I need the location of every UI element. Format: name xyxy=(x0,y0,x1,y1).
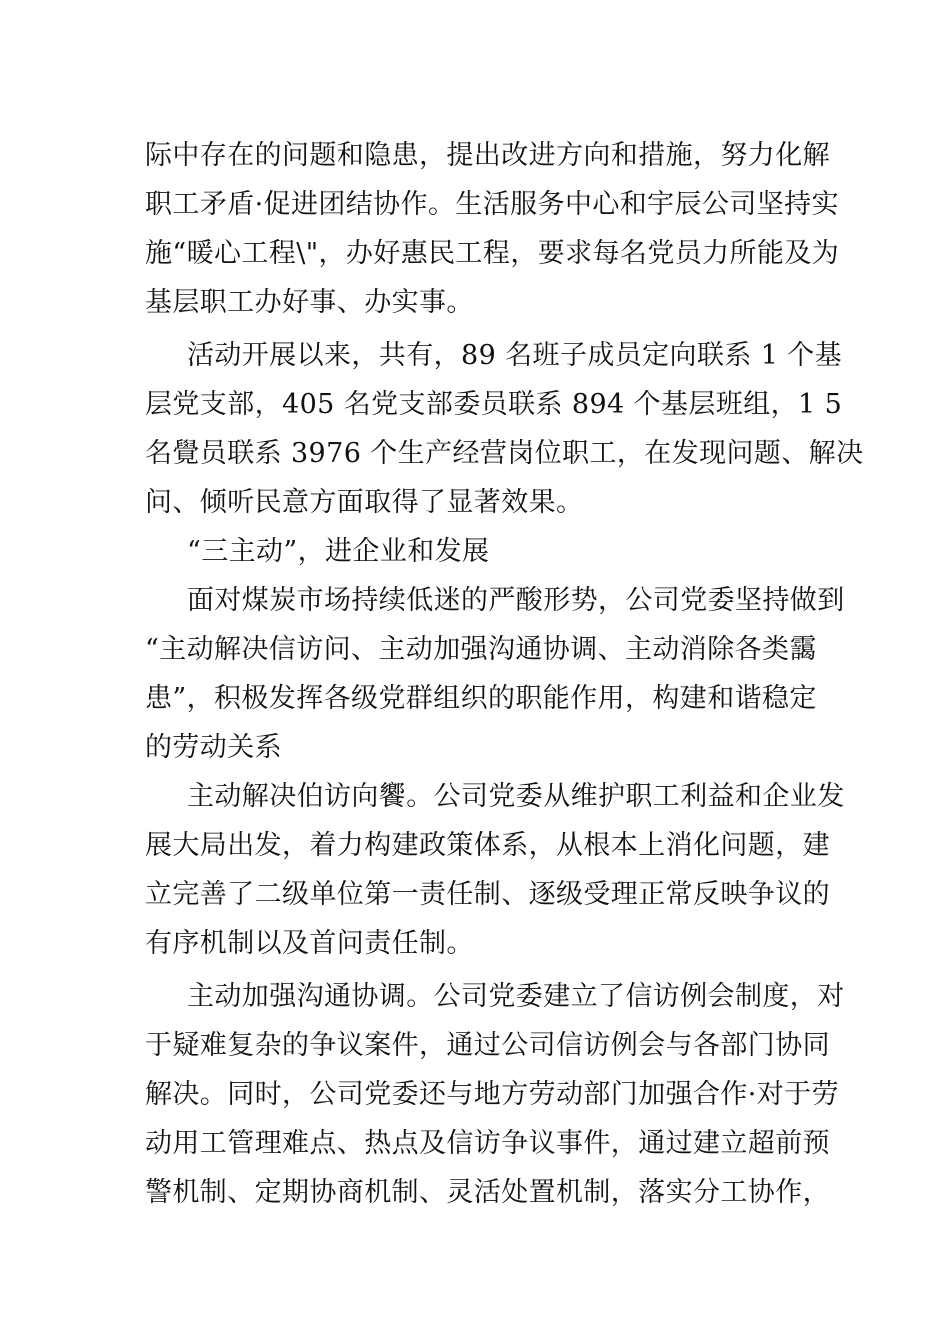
text-line: 面对煤炭市场持续低迷的严酸形势，公司党委坚持做到 xyxy=(187,585,845,616)
text-line: 有序机制以及首问责任制。 xyxy=(145,928,474,959)
text-line: 问、倾听民意方面取得了显著效果。 xyxy=(145,487,584,518)
text-line: 警机制、定期协商机制、灵活处置机制，落实分工协作， xyxy=(145,1177,830,1208)
document-body xyxy=(145,131,864,1217)
paragraph-resolve-petitions xyxy=(145,772,845,968)
text-line: 于疑难复杂的争议案件，通过公司信访例会与各部门协同 xyxy=(145,1030,830,1061)
heading-line: “三主动”，进企业和发展 xyxy=(187,536,490,567)
paragraph-three-initiatives xyxy=(145,576,845,772)
text-line: 名覺员联系 3976 个生产经营岗位职工，在发现问题、解决 xyxy=(145,438,864,469)
text-line: 施“暖心工程\"，办好惠民工程，要求每名党员力所能及为 xyxy=(145,238,840,269)
text-line: 主动加强沟通协调。公司党委建立了信访例会制度，对 xyxy=(187,981,845,1012)
text-line: 患”，积极发挥各级党群组织的职能作用，构建和谐稳定 xyxy=(145,683,817,714)
text-line: 活动开展以来，共有，89 名班子成员定向联系 1 个基 xyxy=(187,340,843,371)
text-line: “主动解决信访问、主动加强沟通协调、主动消除各类靄 xyxy=(145,634,817,665)
paragraph-continued xyxy=(145,131,840,327)
text-line: 立完善了二级单位第一责任制、逐级受理正常反映争议的 xyxy=(145,879,830,910)
text-line: 解决。同时，公司党委还与地方劳动部门加强合作·对于劳 xyxy=(145,1079,839,1110)
paragraph-communication xyxy=(145,972,845,1217)
text-line: 职工矛盾·促进团结协作。生活服务中心和宇辰公司坚持实 xyxy=(145,189,839,220)
paragraph-activity-results xyxy=(145,331,864,527)
text-line: 主动解决伯访向饗。公司党委从维护职工利益和企业发 xyxy=(187,781,845,812)
text-line: 际中存在的问题和隐患，提出改进方向和措施，努力化解 xyxy=(145,140,830,171)
text-line: 基层职工办好事、办实事。 xyxy=(145,287,474,318)
text-line: 的劳动关系 xyxy=(145,732,282,763)
section-heading xyxy=(145,527,809,576)
text-line: 动用工管理难点、热点及信访争议事件，通过建立超前预 xyxy=(145,1128,830,1159)
text-line: 层党支部，405 名党支部委员联系 894 个基层班组，1 5 xyxy=(145,389,843,420)
text-line: 展大局出发，着力构建政策体系，从根本上消化问题，建 xyxy=(145,830,830,861)
